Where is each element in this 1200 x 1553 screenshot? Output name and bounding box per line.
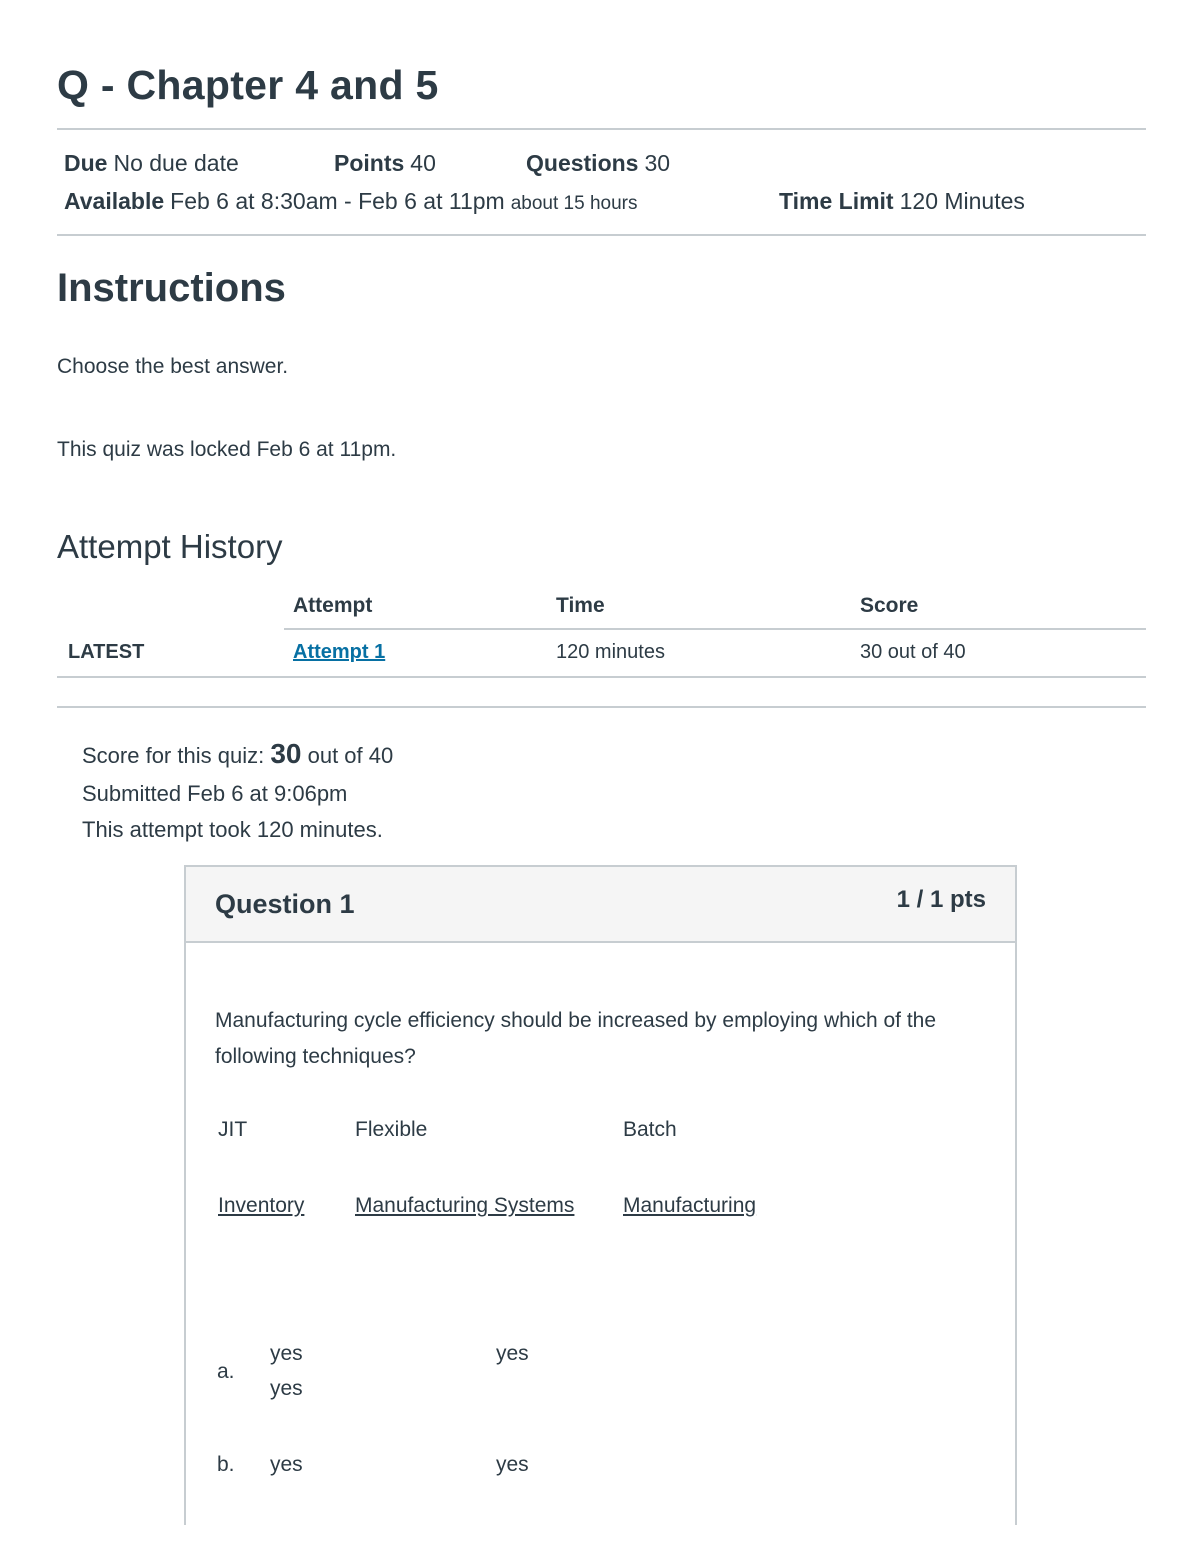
time-limit-meta [779,188,1025,215]
answer-value: yes [270,1453,303,1476]
instructions-text: Choose the best answer. [57,355,289,378]
column-label-flexible: Flexible [355,1118,428,1141]
divider [57,128,1146,130]
attempt-history-heading: Attempt History [57,528,283,565]
column-header-time: Time [556,594,605,617]
attempt-1-link[interactable]: Attempt 1 [293,641,386,663]
attempt-time: 120 minutes [556,641,665,663]
quiz-score [82,738,393,770]
page-title: Q - Chapter 4 and 5 [57,62,439,108]
answer-value: yes [270,1377,303,1400]
table-header-divider [284,628,1146,630]
available-label: Available [64,188,165,214]
answer-letter: b. [217,1453,235,1476]
score-prefix: Score for this quiz: [82,743,265,768]
due-value: No due date [113,150,239,176]
column-label-manufacturing-systems: Manufacturing Systems [355,1194,575,1217]
question-header [186,867,1015,943]
column-label-inventory: Inventory [218,1194,305,1217]
question-title: Question 1 [215,889,355,919]
attempt-score: 30 out of 40 [860,641,966,663]
column-header-score: Score [860,594,919,617]
column-header-attempt: Attempt [293,594,373,617]
score-value: 30 [270,738,302,769]
submitted-text: Submitted Feb 6 at 9:06pm [82,781,348,806]
answer-value: yes [496,1342,529,1365]
answer-value: yes [270,1342,303,1365]
available-duration: about 15 hours [510,193,638,214]
available-value: Feb 6 at 8:30am - Feb 6 at 11pm [170,188,505,214]
time-limit-value: 120 Minutes [899,188,1025,214]
questions-meta [526,150,670,177]
answer-value: yes [496,1453,529,1476]
question-points: 1 / 1 pts [896,886,986,913]
column-label-manufacturing: Manufacturing [623,1194,757,1217]
questions-value: 30 [644,150,671,176]
questions-label: Questions [526,150,639,176]
divider [57,234,1146,236]
column-label-batch: Batch [623,1118,677,1141]
table-bottom-divider [57,676,1146,678]
instructions-heading: Instructions [57,266,286,310]
score-suffix: out of 40 [307,743,394,768]
locked-notice: This quiz was locked Feb 6 at 11pm. [57,438,397,461]
question-card [184,865,1017,1525]
attempt-duration-text: This attempt took 120 minutes. [82,817,383,842]
points-meta [334,150,436,177]
time-limit-label: Time Limit [779,188,894,214]
points-value: 40 [410,150,436,176]
points-label: Points [334,150,405,176]
due-label: Due [64,150,108,176]
column-label-jit: JIT [218,1118,248,1141]
question-text: Manufacturing cycle efficiency should be increased by employing which of the following techniques? [215,1009,937,1068]
divider [57,706,1146,708]
due-meta [64,150,239,177]
available-meta [64,188,637,215]
answer-letter: a. [217,1360,235,1383]
latest-tag: LATEST [68,641,145,663]
